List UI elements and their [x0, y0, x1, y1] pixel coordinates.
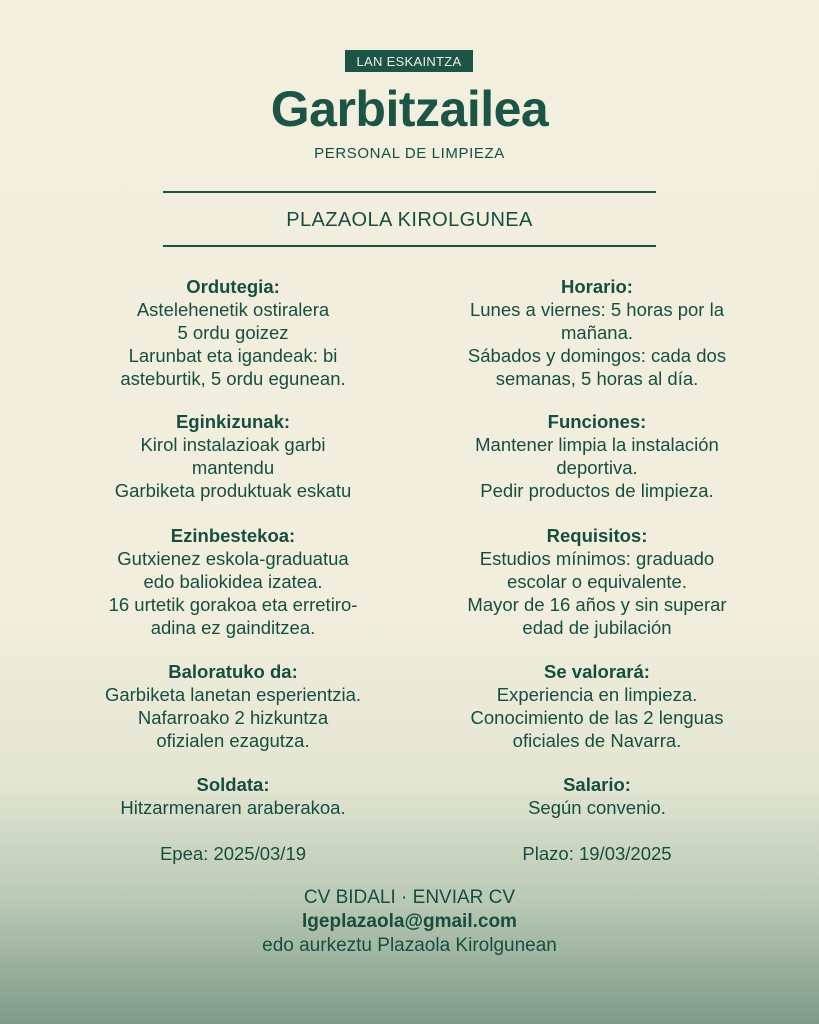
section-heading: Soldata: [196, 774, 270, 795]
requirements-section [427, 524, 767, 639]
valued-section [427, 660, 767, 752]
section-heading: Horario: [561, 276, 633, 297]
section-heading: Funciones: [547, 411, 647, 432]
section-line: edo baliokidea izatea. [143, 571, 323, 592]
section-line: Según convenio. [528, 797, 666, 818]
send-cv-heading: CV BIDALI · ENVIAR CV [303, 887, 516, 908]
section-line: Gutxienez eskola-graduatua [117, 548, 349, 569]
section-line: Lunes a viernes: 5 horas por la [469, 299, 724, 320]
alternate-contact: edo aurkeztu Plazaola Kirolgunean [262, 935, 557, 956]
section-line: Mantener limpia la instalación [475, 434, 719, 455]
section-heading: Ezinbestekoa: [170, 525, 296, 546]
salary-section [427, 773, 767, 819]
section-heading: Baloratuko da: [168, 661, 298, 682]
section-line: Garbiketa lanetan esperientzia. [104, 684, 362, 705]
page-subtitle: PERSONAL DE LIMPIEZA [314, 145, 505, 162]
section-line: 5 ordu goizez [177, 322, 289, 343]
section-line: Larunbat eta igandeak: bi [128, 345, 338, 366]
section-line: ofizialen ezagutza. [156, 730, 310, 751]
deadline-text: Epea: 2025/03/19 [159, 843, 307, 864]
section-line: deportiva. [556, 457, 638, 478]
header-badge: LAN ESKAINTZA [345, 50, 473, 72]
section-line: Mayor de 16 años y sin superar [467, 594, 727, 615]
section-line: mantendu [191, 457, 275, 478]
page-title: Garbitzailea [270, 81, 549, 137]
bottom-divider [163, 245, 656, 247]
section-line: escolar o equivalente. [507, 571, 687, 592]
requirements-section [63, 524, 403, 639]
section-line: Experiencia en limpieza. [496, 684, 698, 705]
section-heading: Eginkizunak: [175, 411, 291, 432]
tasks-section [427, 410, 767, 502]
section-line: Astelehenetik ostiralera [136, 299, 330, 320]
section-heading: Salario: [563, 774, 631, 795]
section-heading: Requisitos: [546, 525, 648, 546]
section-line: mañana. [561, 322, 633, 343]
section-line: Kirol instalazioak garbi [140, 434, 326, 455]
section-line: Pedir productos de limpieza. [480, 480, 714, 501]
section-line: Garbiketa produktuak eskatu [114, 480, 352, 501]
valued-section [63, 660, 403, 752]
section-line: 16 urtetik gorakoa eta erretiro- [108, 594, 358, 615]
section-heading: Se valorará: [544, 661, 650, 682]
venue-name: PLAZAOLA KIROLGUNEA [286, 209, 533, 231]
section-line: Nafarroako 2 hizkuntza [137, 707, 329, 728]
section-line: asteburtik, 5 ordu egunean. [120, 368, 346, 389]
section-line: oficiales de Navarra. [512, 730, 682, 751]
section-line: Sábados y domingos: cada dos [467, 345, 727, 366]
schedule-section [427, 275, 767, 390]
section-line: edad de jubilación [522, 617, 672, 638]
section-line: Hitzarmenaren araberakoa. [120, 797, 346, 818]
section-line: adina ez gainditzea. [150, 617, 316, 638]
tasks-section [63, 410, 403, 502]
top-divider [163, 191, 656, 193]
section-line: Estudios mínimos: graduado [479, 548, 715, 569]
deadline-text: Plazo: 19/03/2025 [522, 843, 672, 864]
section-line: Conocimiento de las 2 lenguas [470, 707, 724, 728]
section-line: semanas, 5 horas al día. [495, 368, 699, 389]
salary-section [63, 773, 403, 819]
section-heading: Ordutegia: [186, 276, 280, 297]
schedule-section [63, 275, 403, 390]
contact-email[interactable]: lgeplazaola@gmail.com [302, 911, 517, 932]
